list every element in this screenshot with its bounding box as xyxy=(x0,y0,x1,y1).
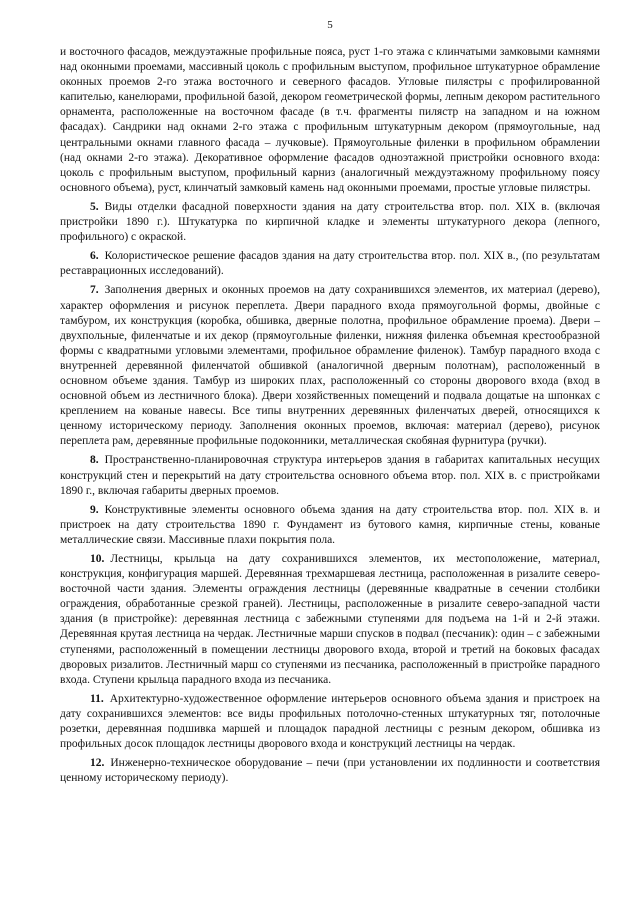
list-item-10 xyxy=(60,552,600,688)
list-item-12 xyxy=(60,756,600,786)
list-item-6 xyxy=(60,249,600,279)
item-text: Колористическое решение фасадов здания на дату строительства втор. пол. XIX в., (по результатам реставрационных исследований). xyxy=(60,250,600,278)
item-number: 7. xyxy=(90,284,99,297)
item-number: 8. xyxy=(90,454,99,467)
list-item-5 xyxy=(60,200,600,245)
list-item-11 xyxy=(60,692,600,752)
item-text: Инженерно-техническое оборудование – печи (при установлении их подлинности и соответствия ценному историческому периоду). xyxy=(60,757,600,785)
item-number: 11. xyxy=(90,692,104,705)
page-number: 5 xyxy=(327,19,333,31)
item-text: Конструктивные элементы основного объема здания на дату строительства втор. пол. XIX в. и пристроек на дату строительства 1890 г. Фундамент из бутового камня, кирпичные стены, кованые металлические связи. Массивные плахи покрытия пола. xyxy=(60,503,600,546)
list-item-9 xyxy=(60,503,600,548)
intro-paragraph: и восточного фасадов, междуэтажные профильные пояса, руст 1-го этажа с клинчатыми замковыми камнями над оконными проемами, массивный цоколь с профильным выступом, профильное штукатурное обрамление оконных проемов 2-го этажа восточного и северного фасадов. Угловые пилястры с профилированной капителью, канелюрами, профильной базой, декором геометрической формы, лепным декором растительного орнамента, расположенные на восточном фасаде (в т.ч. фрагменты пилястр на западном и на южном фасадах). Сандрики над окнами 2-го этажа с профильным штукатурным декором (прямоугольные, над центральными окнами главного фасада – лучковые). Прямоугольные филенки в профильном обрамлении (над окнами 2-го этажа). Декоративное оформление фасадов одноэтажной пристройки основного входа: цоколь с профильным выступом, профильный карниз (аналогичный междуэтажному профильному поясу основного объема), руст, клинчатый замковый камень над оконными проемами, простые угловые пилястры. xyxy=(60,46,600,194)
list-item-8 xyxy=(60,453,600,498)
item-number: 12. xyxy=(90,757,105,770)
item-text: Пространственно-планировочная структура интерьеров здания в габаритах капитальных несущих конструкций стен и перекрытий на дату строительства основного объема втор. пол. XIX в. с пристройками 1890 г., включая габариты дверных проемов. xyxy=(60,454,600,497)
item-number: 6. xyxy=(90,250,99,263)
item-text: Виды отделки фасадной поверхности здания на дату строительства втор. пол. XIX в. (включая пристройки 1890 г.). Штукатурка по кирпичной кладке и элементы штукатурного декора (лепного, профильного) с окраской. xyxy=(60,200,600,244)
item-text: Заполнения дверных и оконных проемов на дату сохранившихся элементов, их материал (дерево), характер оформления и рисунок переплета. Двери парадного входа прямоугольной формы, двойные с тамбуром, их конструкция (коробка, обшивка, дверные полотна, профильное обрамление проема). Двери – двухпольные, филенчатые и их декор (прямоугольные филенки, нижняя филенка объемная крестообразной формы с квадратными угловыми элементами, профильное обрамление филенок). Тамбур парадного входа с внутренней деревянной филенчатой обшивкой (аналогичной дверным полотнам), расположенный в основном объеме здания. Тамбур из широких плах, расположенный со стороны дворового входа (вход в основной объем из лестничного блока). Двери хозяйственных помещений и подвала дощатые на шпонках с креплением на кованые навесы. Все типы внутренних деревянных филенчатых дверей, относящихся к ценному историческому периоду. Заполнения оконных проемов, включая: материал (дерево), рисунок переплета рам, деревянные профильные подоконники, металлическая скобяная фурнитура (ручки). xyxy=(60,284,600,448)
item-number: 9. xyxy=(90,503,99,516)
item-text: Лестницы, крыльца на дату сохранившихся элементов, их местоположение, материал, конструкция, конфигурация маршей. Деревянная трехмаршевая лестница, расположенная в ризалите северо-восточной части здания. Элементы ограждения лестницы (деревянные квадратные в сечении столбики ограждения, обработанные срезкой граней). Лестницы, расположенные в ризалите северо-западной части здания (в пристройке): деревянная лестница с забежными ступенями для подъема на 1-й и 2-й этажи. Деревянная крутая лестница на чердак. Лестничные марши спусков в подвал (песчаник): один – с забежными ступенями, расположенный в помещении лестницы дворового входа, второй и третий на боковых фасадах дворовых ризалитов. Лестничный марш со ступенями из песчаника, расположенный в пристройке парадного входа. Ступени крыльца парадного входа из песчаника. xyxy=(60,553,600,686)
item-number: 5. xyxy=(90,200,99,213)
item-text: Архитектурно-художественное оформление интерьеров основного объема здания и пристроек на дату сохранившихся элементов: все виды профильных потолочно-стенных штукатурных тяг, потолочные розетки, деревянная подшивка маршей и площадок парадной лестницы с резным декором, обшивка из профильных досок площадок лестницы дворового входа и конструкций лестницы на чердак. xyxy=(60,692,600,751)
item-number: 10. xyxy=(90,553,105,565)
list-item-7 xyxy=(60,283,600,449)
